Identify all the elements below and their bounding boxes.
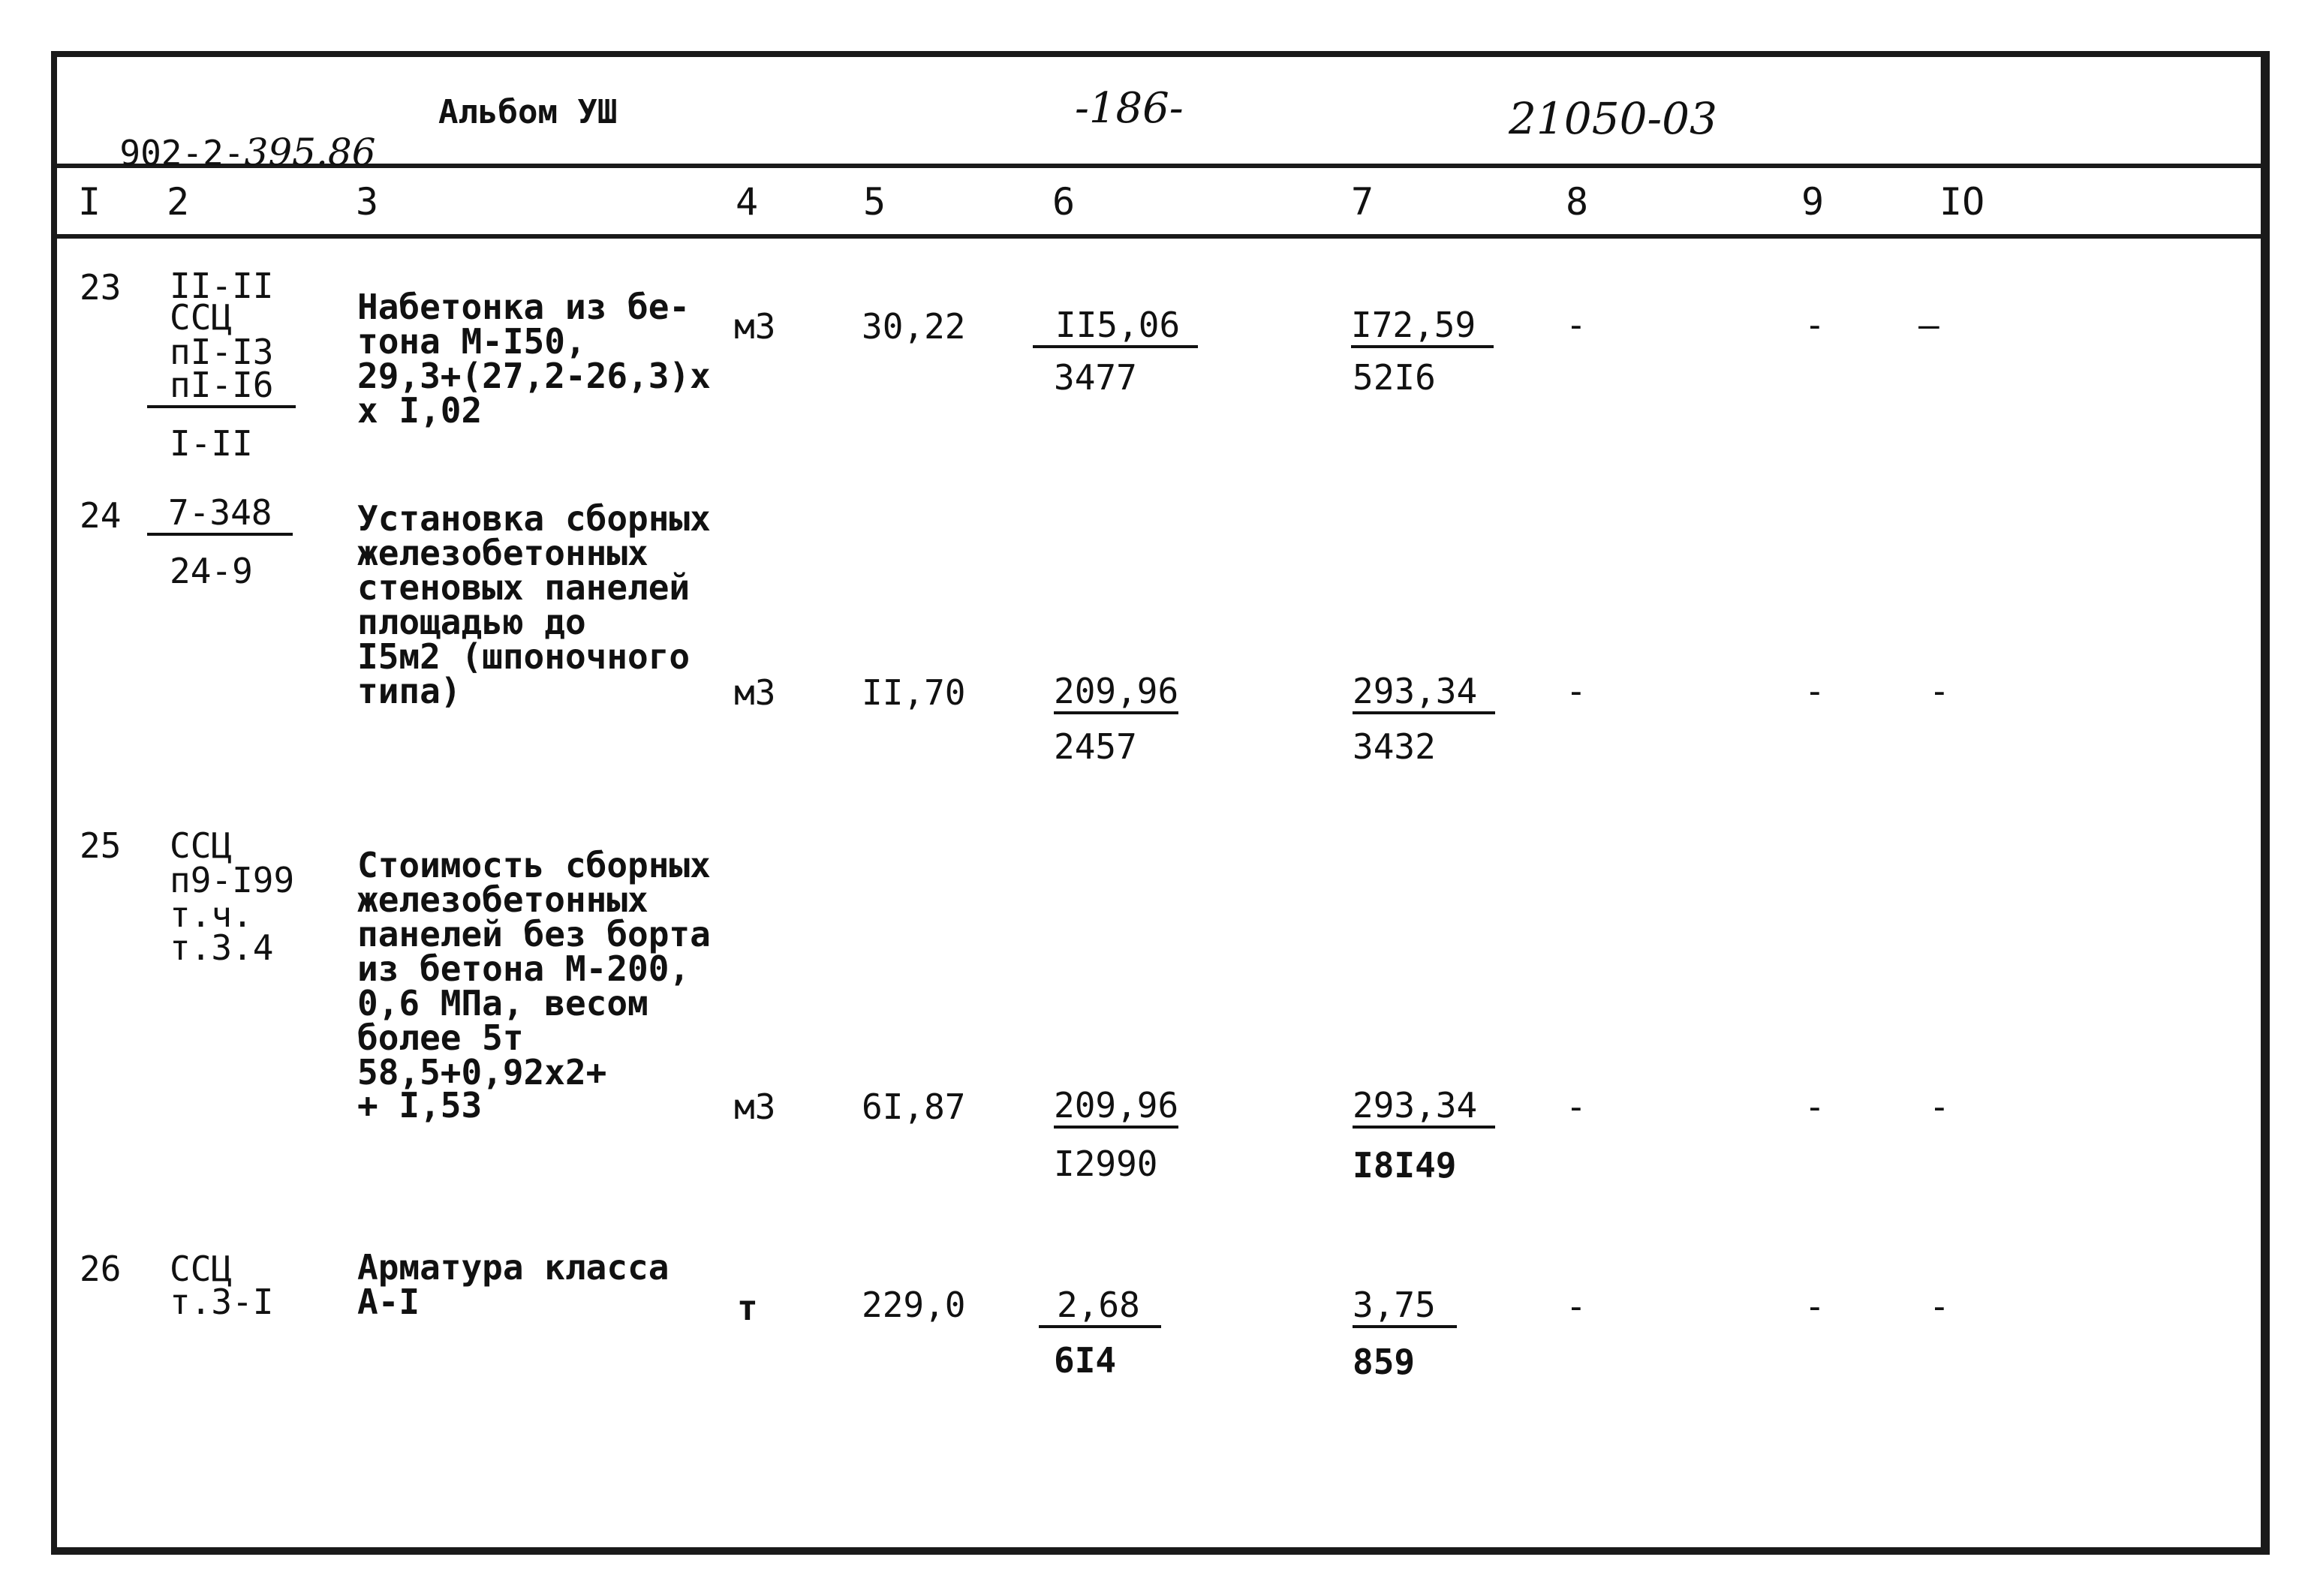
estimated-cost-total: 52I6 bbox=[1353, 357, 1436, 398]
col-header-5: 5 bbox=[863, 180, 886, 224]
code-line: ССЦ bbox=[170, 825, 233, 866]
col-10-value: - bbox=[1929, 671, 1950, 711]
col-header-1: I bbox=[78, 180, 101, 224]
code-line: т.3.4 bbox=[170, 927, 274, 968]
col-10-value: — bbox=[1918, 305, 1939, 345]
col-10-value: - bbox=[1929, 1286, 1950, 1327]
description-line: типа) bbox=[357, 671, 462, 711]
description-line: площадью до bbox=[357, 602, 586, 642]
sheet-code: 21050-03 bbox=[1509, 93, 1717, 144]
description-line: I5м2 (шпоночного bbox=[357, 636, 691, 677]
description-line: Арматура класса bbox=[357, 1247, 670, 1288]
code-denominator: I-II bbox=[170, 423, 253, 464]
document-code bbox=[78, 90, 376, 174]
col-header-9: 9 bbox=[1801, 180, 1825, 224]
unit-cost-total: 2457 bbox=[1054, 726, 1137, 767]
col-9-value: - bbox=[1804, 671, 1825, 711]
album-title: Альбом УШ bbox=[438, 93, 618, 131]
code-line: II-II bbox=[170, 266, 274, 306]
unit-cost-total: 3477 bbox=[1054, 357, 1137, 398]
description-line: х I,02 bbox=[357, 390, 483, 431]
description-line: из бетона М-200, bbox=[357, 948, 691, 989]
estimated-cost: 293,34 bbox=[1353, 1088, 1495, 1129]
description-line: тона М-I50, bbox=[357, 321, 586, 362]
col-8-value: - bbox=[1566, 1286, 1587, 1327]
col-9-value: - bbox=[1804, 1286, 1825, 1327]
code-line: ССЦ bbox=[170, 297, 233, 338]
unit-cost: 2,68 bbox=[1039, 1288, 1161, 1328]
code-line: ССЦ bbox=[170, 1249, 233, 1289]
description-line: железобетонных bbox=[357, 879, 648, 920]
header-divider bbox=[51, 164, 2270, 168]
document-code-handwritten: 395.86 bbox=[244, 131, 376, 174]
unit-cost-total: I2990 bbox=[1054, 1144, 1158, 1184]
unit-cost-total: 6I4 bbox=[1054, 1340, 1117, 1381]
estimated-cost: 3,75 bbox=[1353, 1288, 1457, 1328]
code-line: т.3-I bbox=[170, 1282, 274, 1322]
column-header-divider bbox=[51, 234, 2270, 239]
description-line: А-I bbox=[357, 1282, 420, 1322]
description-line: Стоимость сборных bbox=[357, 845, 711, 885]
unit: м3 bbox=[734, 672, 776, 713]
description-line: 29,3+(27,2-26,3)х bbox=[357, 356, 711, 396]
code-line: т.ч. bbox=[170, 894, 253, 935]
description-line: Установка сборных bbox=[357, 498, 711, 539]
col-8-value: - bbox=[1566, 671, 1587, 711]
unit: т bbox=[737, 1288, 758, 1328]
col-header-8: 8 bbox=[1566, 180, 1589, 224]
unit-cost: 209,96 bbox=[1054, 1088, 1178, 1129]
unit-cost: 209,96 bbox=[1054, 674, 1178, 714]
quantity: 30,22 bbox=[862, 306, 966, 347]
estimated-cost-total: 859 bbox=[1353, 1342, 1416, 1382]
code-line: пI-I6 bbox=[147, 368, 296, 408]
page-number: -186- bbox=[1075, 84, 1184, 133]
description-line: + I,53 bbox=[357, 1085, 483, 1126]
quantity: 229,0 bbox=[862, 1285, 966, 1325]
col-header-2: 2 bbox=[167, 180, 190, 224]
row-number: 26 bbox=[80, 1249, 122, 1289]
estimated-cost: I72,59 bbox=[1351, 308, 1494, 348]
col-header-3: 3 bbox=[356, 180, 379, 224]
description-line: стеновых панелей bbox=[357, 567, 691, 608]
description-line: панелей без борта bbox=[357, 914, 711, 954]
unit: м3 bbox=[734, 1087, 776, 1127]
code-line: пI-I3 bbox=[170, 332, 274, 372]
col-9-value: - bbox=[1804, 305, 1825, 345]
row-number: 25 bbox=[80, 825, 122, 866]
code-denominator: 24-9 bbox=[170, 551, 253, 591]
code-line: 7-348 bbox=[147, 495, 293, 536]
estimated-cost-total: I8I49 bbox=[1353, 1145, 1457, 1186]
col-header-4: 4 bbox=[736, 180, 759, 224]
estimated-cost-total: 3432 bbox=[1353, 726, 1436, 767]
quantity: 6I,87 bbox=[862, 1087, 966, 1127]
col-header-6: 6 bbox=[1052, 180, 1076, 224]
row-number: 24 bbox=[80, 495, 122, 536]
description-line: 0,6 МПа, весом bbox=[357, 983, 648, 1023]
page-frame bbox=[51, 51, 2270, 1555]
col-header-7: 7 bbox=[1351, 180, 1374, 224]
code-line: п9-I99 bbox=[170, 860, 295, 900]
col-header-10: IO bbox=[1939, 180, 1985, 224]
col-8-value: - bbox=[1566, 1087, 1587, 1127]
col-9-value: - bbox=[1804, 1087, 1825, 1127]
unit: м3 bbox=[734, 306, 776, 347]
document-code-printed: 902-2- bbox=[119, 133, 245, 173]
row-number: 23 bbox=[80, 267, 122, 308]
col-10-value: - bbox=[1929, 1087, 1950, 1127]
unit-cost: II5,06 bbox=[1033, 308, 1198, 348]
description-line: Набетонка из бе- bbox=[357, 287, 691, 327]
estimated-cost: 293,34 bbox=[1353, 674, 1495, 714]
description-line: 58,5+0,92х2+ bbox=[357, 1052, 607, 1093]
quantity: II,70 bbox=[862, 672, 966, 713]
description-line: железобетонных bbox=[357, 533, 648, 573]
col-8-value: - bbox=[1566, 305, 1587, 345]
description-line: более 5т bbox=[357, 1017, 524, 1058]
